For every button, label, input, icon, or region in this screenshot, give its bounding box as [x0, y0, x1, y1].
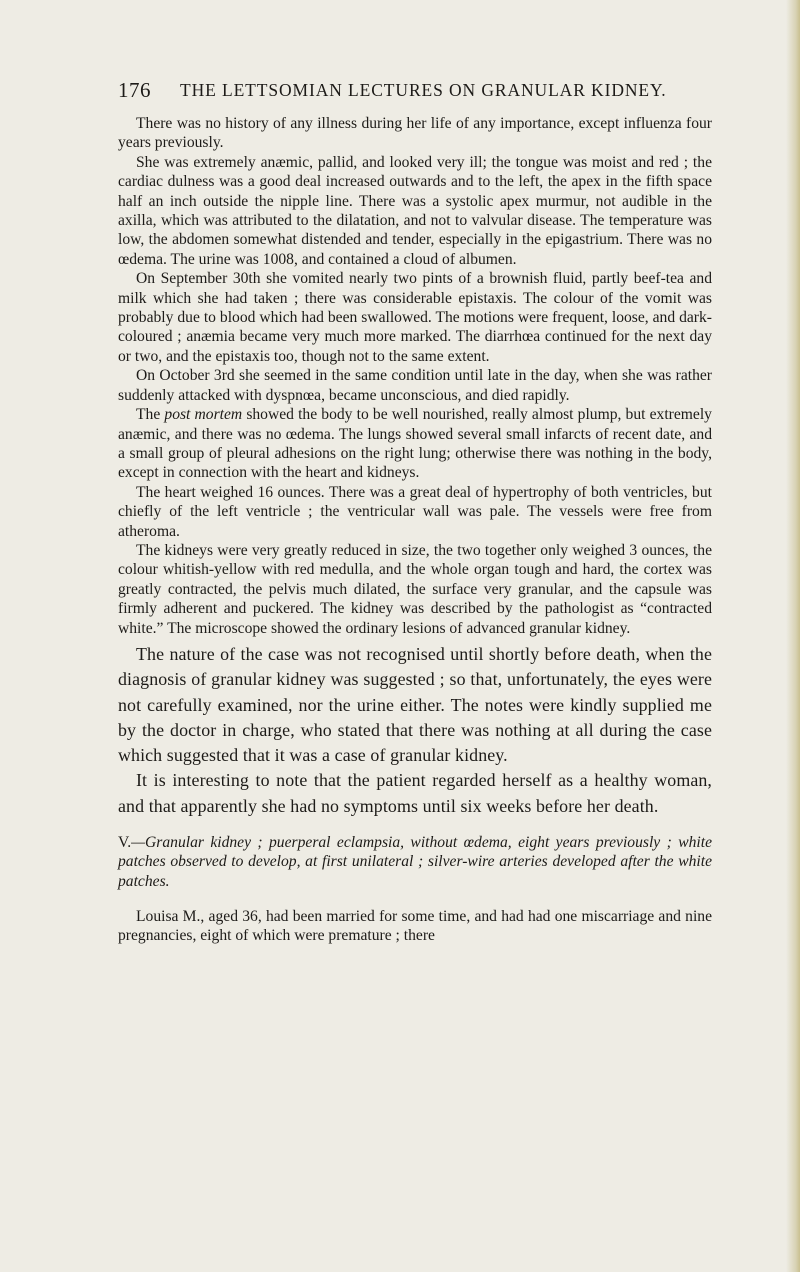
post-mortem-lead: The — [136, 406, 165, 424]
case-title: —Granular kidney ; puerperal eclampsia, without œdema, eight years previously ; white patches observed to develop, at first unilateral ; silver-wire arteries developed after the white patches. — [118, 834, 712, 890]
page-edge-shading — [786, 0, 800, 1272]
page-body — [118, 114, 712, 946]
paragraph-september: On September 30th she vomited nearly two pints of a brownish fluid, partly beef-tea and milk which she had taken ; there was considerable epistaxis. The colour of the vomit was probably due to blood which had been swallowed. The motions were frequent, loose, and dark-coloured ; anæmia became very much more marked. The diarrhœa continued for the next day or two, and the epistaxis too, though not to the same extent. — [118, 270, 712, 365]
paragraph-diagnosis: The nature of the case was not recognised until shortly before death, when the diagnosis of granular kidney was suggested ; so that, unfortunately, the eyes were not carefully examined, nor the urine either. The notes were kindly supplied me by the doctor in charge, who stated that there was nothing at all during the case which suggested that it was a case of granular kidney. — [118, 643, 712, 766]
paragraph-post-mortem — [118, 405, 712, 483]
page-number: 176 — [118, 78, 151, 102]
paragraph-interesting: It is interesting to note that the patient regarded herself as a healthy woman, and that apparently she had no symptoms until six weeks before her death. — [118, 770, 712, 816]
paragraph-heart: The heart weighed 16 ounces. There was a great deal of hypertrophy of both ventricles, but chiefly of the left ventricle ; the ventricular wall was pale. The vessels were free from atheroma. — [118, 483, 712, 540]
case-number: V. — [118, 834, 132, 852]
paragraph-louisa: Louisa M., aged 36, had been married for some time, and had had one miscarriage and nine pregnancies, eight of which were premature ; there — [118, 907, 712, 945]
paragraph-kidneys: The kidneys were very greatly reduced in size, the two together only weighed 3 ounces, the colour whitish-yellow with red medulla, and the whole organ tough and hard, the cortex was greatly contracted, the pelvis much dilated, the surface very granular, and the capsule was firmly adherent and puckered. The kidney was described by the pathologist as “contracted white.” The microscope showed the ordinary lesions of advanced granular kidney. — [118, 541, 712, 637]
running-title: THE LETTSOMIAN LECTURES ON GRANULAR KIDNEY. — [180, 80, 667, 100]
paragraph-examination: She was extremely anæmic, pallid, and looked very ill; the tongue was moist and red ; the cardiac dulness was a good deal increased outwards and to the left, the apex in the fifth space half an inch outside the nipple line. There was a systolic apex murmur, not audible in the axilla, which was attributed to the dilatation, and not to valvular disease. The temperature was low, the abdomen somewhat distended and tender, especially in the epigastrium. There was no œdema. The urine was 1008, and contained a cloud of albumen. — [118, 153, 712, 268]
paragraph-october: On October 3rd she seemed in the same condition until late in the day, when she was rather suddenly attacked with dyspnœa, became unconscious, and died rapidly. — [118, 367, 712, 404]
page-header — [118, 78, 708, 104]
post-mortem-rest: showed the body to be well nourished, really almost plump, but extremely anæmic, and there was no œdema. The lungs showed several small infarcts of recent date, and a small group of pleural adhesions on the right lung; otherwise there was nothing in the body, except in connection with the heart and kidneys. — [118, 406, 712, 482]
paragraph-history: There was no history of any illness during her life of any importance, except influenza four years previously. — [118, 115, 712, 152]
commentary-block — [118, 642, 712, 819]
case-heading — [118, 833, 712, 891]
post-mortem-term: post mortem — [164, 406, 243, 424]
